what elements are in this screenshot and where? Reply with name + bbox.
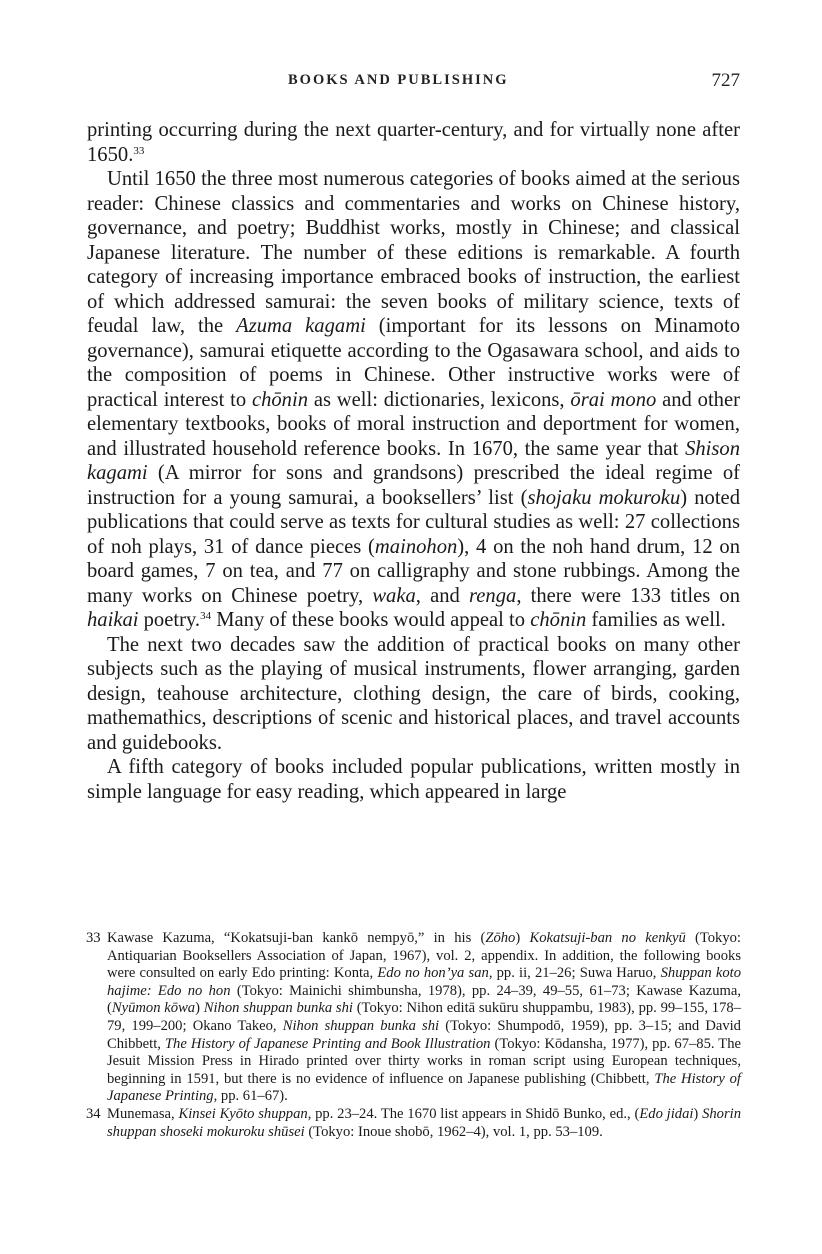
italic-term: waka	[372, 584, 416, 607]
text-run: , pp. 23–24. The 1670 list appears in Shidō Bunko, ed., (	[307, 1105, 640, 1122]
italic-term: chōnin	[530, 609, 587, 631]
text-run: , there were 133 titles on	[516, 584, 741, 607]
text-run: )	[515, 930, 530, 946]
italic-term: Azuma kagami	[236, 315, 366, 337]
text-run: (Tokyo: Antiquarian Booksellers Association of Japan, 1967), vol. 2, appendix. In addition, the following books were consulted on early Edo printing: Konta,	[107, 930, 741, 982]
running-head	[288, 72, 740, 96]
text-run: (Tokyo: Kōdansha, 1977), pp. 67–85. The Jesuit Mission Press in Hirado printed over thirty works in roman script using European techniques, beginning in 1591, but there is no evidence of influence on Japanese publishing (Chibbett,	[107, 1035, 741, 1087]
italic-term: The History of Japanese Printing and Book Illustration	[164, 1035, 491, 1052]
italic-term: mainohon	[374, 535, 458, 558]
italic-term: Nyūmon kōwa	[111, 1000, 196, 1017]
body-paragraph	[87, 633, 740, 756]
page-number: 727	[711, 70, 740, 91]
italic-term: Nihon shuppan bunka shi	[203, 1000, 353, 1017]
italic-term: haikai	[87, 609, 139, 631]
italic-term: ōrai mono	[570, 388, 657, 411]
running-title: BOOKS AND PUBLISHING	[288, 72, 509, 88]
text-run: ) noted publications that could serve as texts for cultural studies as well: 27 collections of noh plays, 31 of dance pieces (	[87, 486, 740, 558]
text-run: (Tokyo: Nihon editā sukūru shuppambu, 1983), pp. 99–155, 178–79, 199–200; Okano Takeo,	[107, 1000, 741, 1034]
text-run: A fifth category of books included popular publications, written mostly in simple language for easy reading, which appeared in large	[87, 756, 740, 803]
italic-term: Edo jidai	[639, 1105, 694, 1122]
italic-term: Shuppan koto hajime: Edo no hon	[107, 965, 741, 999]
text-run: ), 4 on the noh hand drum, 12 on board games, 7 on tea, and 77 on calligraphy and stone rubbings. Among the many works on Chinese poetry,	[87, 535, 740, 607]
text-run: (A mirror for sons and grandsons) prescribed the ideal regime of instruction for a young samurai, a booksellers’ list (	[87, 462, 740, 509]
footnote-number: 33	[86, 930, 101, 946]
text-run: , pp. ii, 21–26; Suwa Haruo,	[488, 965, 661, 982]
text-run: Kawase Kazuma, “Kokatsuji-ban kankō nempyō,” in his (	[107, 930, 486, 946]
text-run: The next two decades saw the addition of practical books on many other subjects such as the playing of musical instruments, flower arranging, garden design, teahouse architecture, clothing design, the care of birds, cooking, mathemathics, descriptions of scenic and historical places, and travel accounts and guidebooks.	[87, 633, 740, 754]
italic-term: renga	[469, 584, 517, 607]
body-paragraph	[87, 167, 740, 633]
text-run: )	[693, 1105, 703, 1122]
footnote-text	[107, 930, 741, 1104]
italic-term: Nihon shuppan bunka shi	[282, 1017, 440, 1034]
italic-term: Shison kagami	[87, 437, 740, 484]
italic-term: The History of Japanese Printing	[107, 1070, 741, 1105]
italic-term: chōnin	[251, 388, 309, 411]
text-run: (Tokyo: Shumpodō, 1959), pp. 3–15; and David Chibbett,	[107, 1017, 741, 1052]
body-paragraph	[87, 118, 740, 167]
text-run: Munemasa,	[107, 1105, 179, 1122]
text-run: as well: dictionaries, lexicons,	[308, 388, 571, 411]
text-run: poetry.	[138, 609, 201, 631]
footnote-number: 34	[86, 1105, 101, 1122]
footnote-reference: 34	[200, 610, 212, 622]
text-run: Many of these books would appeal to	[211, 609, 531, 631]
footnote	[86, 930, 741, 1106]
text-run: )	[195, 1000, 204, 1017]
text-run: Until 1650 the three most numerous categories of books aimed at the serious reader: Chinese classics and commentaries and works on Chinese history, governance, and poetry; Buddhist works, mostly in Chinese; and classical Japanese literature. The number of these editions is remarkable. A fourth category of increasing importance embraced books of instruction, the earliest of which addressed samurai: the seven books of military science, texts of feudal law, the	[87, 168, 740, 337]
text-run: (Tokyo: Mainichi shimbunsha, 1978), pp. 24–39, 49–55, 61–73; Kawase Kazuma, (	[107, 982, 741, 1017]
body-text	[87, 118, 740, 804]
text-run: (Tokyo: Inoue shobō, 1962–4), vol. 1, pp. 53–109.	[304, 1123, 603, 1140]
italic-term: Shorin shuppan shoseki mokuroku shūsei	[107, 1105, 741, 1140]
italic-term: Kinsei Kyōto shuppan	[178, 1105, 308, 1122]
text-run: (important for its lessons on Minamoto governance), samurai etiquette according to the Ogasawara school, and aids to the composition of poems in Chinese. Other instructive works were of practical interest to	[87, 315, 740, 411]
italic-term: Edo no hon’ya san	[377, 965, 489, 982]
text-run: printing occurring during the next quarter-century, and for virtually none after 1650.	[87, 119, 740, 166]
footnote-reference: 33	[133, 144, 145, 157]
footnotes	[86, 930, 741, 1141]
footnote-text	[107, 1106, 741, 1140]
footnote	[86, 1106, 741, 1141]
text-run: and other elementary textbooks, books of moral instruction and deportment for women, and illustrated household reference books. In 1670, the same year that	[87, 388, 740, 460]
italic-term: Kokatsuji-ban no kenkyū	[529, 930, 686, 946]
text-run: , pp. 61–67).	[213, 1088, 288, 1105]
text-run: families as well.	[586, 609, 726, 631]
body-paragraph	[87, 755, 740, 804]
text-run: , and	[415, 584, 470, 607]
italic-term: Zōho	[485, 930, 516, 946]
italic-term: shojaku mokuroku	[527, 486, 681, 509]
